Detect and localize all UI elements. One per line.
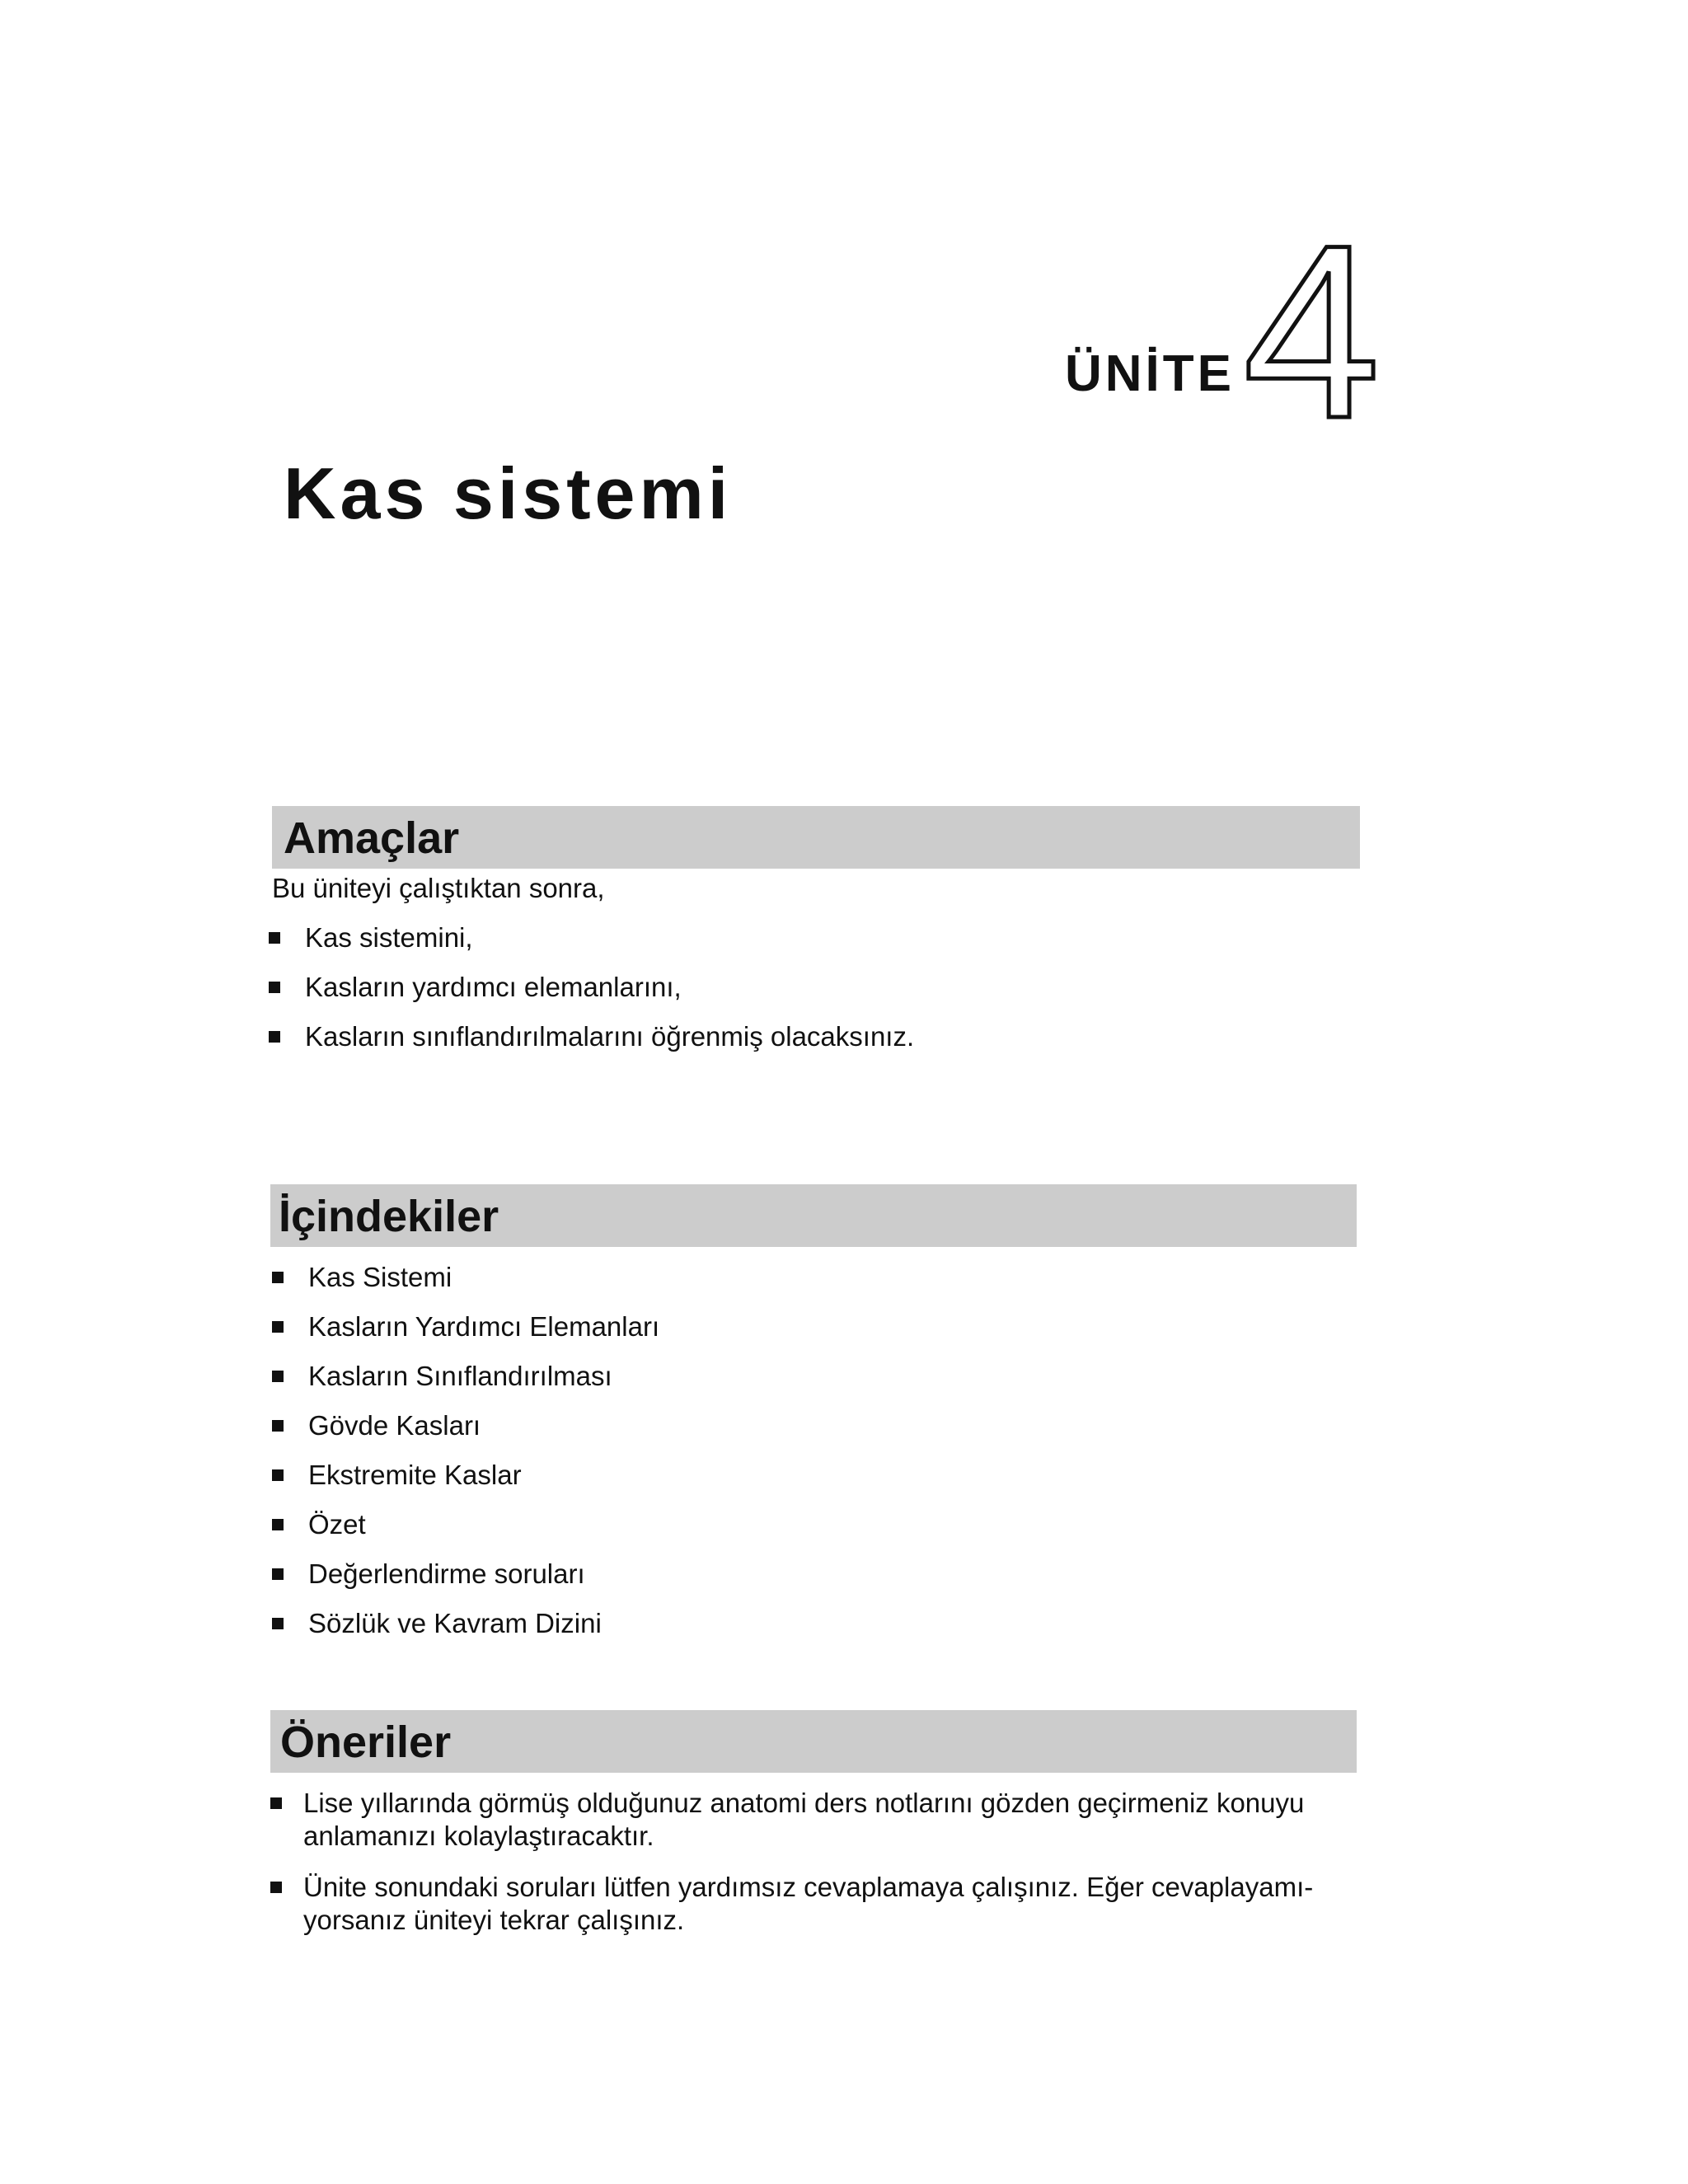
page-title: Kas sistemi (284, 452, 733, 534)
list-item (308, 1508, 659, 1558)
list-item (308, 1607, 659, 1657)
list-item (303, 1787, 1334, 1853)
list-item (305, 921, 914, 971)
contents-heading: İçindekiler (279, 1192, 499, 1241)
unit-label: ÜNİTE (1065, 345, 1235, 402)
objectives-heading: Amaçlar (284, 813, 460, 863)
list-item (308, 1310, 659, 1360)
list-item-text: Kasların yardımcı elemanlarını, (305, 972, 682, 1002)
square-bullet-icon (269, 982, 280, 993)
list-item-text: Lise yıllarında görmüş olduğunuz anatomi ders notlarını gözden geçirmeniz konuyu anlamanızı kolaylaştıracaktır. (303, 1788, 1305, 1851)
square-bullet-icon (269, 1031, 280, 1043)
unit-number: 4 (1243, 193, 1381, 470)
square-bullet-icon (272, 1321, 284, 1333)
list-item-text: Kas sistemini, (305, 922, 473, 953)
contents-list (308, 1261, 659, 1657)
list-item (308, 1360, 659, 1409)
square-bullet-icon (269, 932, 280, 944)
list-item-text: Kas Sistemi (308, 1262, 452, 1292)
list-item (308, 1261, 659, 1310)
list-item (308, 1459, 659, 1508)
list-item-text: Sözlük ve Kavram Dizini (308, 1608, 602, 1638)
square-bullet-icon (272, 1371, 284, 1382)
contents-header-bar (270, 1184, 1357, 1247)
list-item (308, 1558, 659, 1607)
square-bullet-icon (272, 1568, 284, 1580)
square-bullet-icon (272, 1420, 284, 1432)
square-bullet-icon (272, 1618, 284, 1629)
square-bullet-icon (272, 1272, 284, 1283)
square-bullet-icon (270, 1882, 282, 1893)
list-item-text: Kasların Sınıflandırılması (308, 1361, 612, 1391)
suggestions-heading: Öneriler (280, 1718, 452, 1767)
list-item-text: Özet (308, 1509, 366, 1540)
list-item-text: Değerlendirme soruları (308, 1558, 585, 1589)
suggestions-header-bar (270, 1710, 1357, 1773)
list-item-text: Ünite sonundaki soruları lütfen yardımsız cevaplamaya çalışınız. Eğer cevaplayamıyorsanız üniteyi tekrar çalışınız. (303, 1872, 1314, 1935)
objectives-header-bar (272, 806, 1360, 869)
list-item-text: Gövde Kasları (308, 1410, 481, 1441)
square-bullet-icon (272, 1469, 284, 1481)
list-item (305, 1020, 914, 1070)
objectives-list (305, 921, 914, 1070)
list-item (308, 1409, 659, 1459)
list-item (303, 1871, 1334, 1937)
list-item-text: Kasların Yardımcı Elemanları (308, 1311, 660, 1342)
list-item-text: Ekstremite Kaslar (308, 1460, 522, 1490)
objectives-intro: Bu üniteyi çalıştıktan sonra, (272, 873, 605, 903)
list-item (305, 971, 914, 1020)
suggestions-list (303, 1787, 1334, 1955)
square-bullet-icon (270, 1797, 282, 1809)
list-item-text: Kasların sınıflandırılmalarını öğrenmiş olacaksınız. (305, 1021, 915, 1052)
square-bullet-icon (272, 1519, 284, 1530)
